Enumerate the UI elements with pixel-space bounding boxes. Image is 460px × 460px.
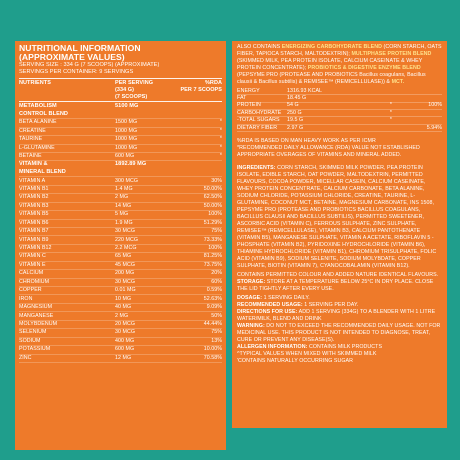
nutrition-name: CARBOHYDRATE bbox=[237, 109, 282, 116]
table-row bbox=[19, 111, 222, 119]
header-rda bbox=[171, 80, 222, 101]
nutrient-table bbox=[19, 103, 222, 363]
nutrient-name: VITAMIN B6 bbox=[19, 219, 49, 226]
table-row bbox=[19, 287, 222, 295]
header-rda-1: %RDA bbox=[204, 79, 222, 86]
nutrient-rda: 9.09% bbox=[206, 304, 222, 311]
divider bbox=[19, 78, 222, 79]
title-line-2: (APPROXIMATE VALUES) bbox=[19, 52, 125, 63]
nutrition-rda: * bbox=[389, 117, 392, 124]
table-row bbox=[19, 119, 222, 127]
warning-label: WARNING: bbox=[237, 322, 265, 329]
rda-note-3: APPROPRIATE OVERAGES OF VITAMINS AND MINERAL ADDED. bbox=[237, 152, 402, 159]
nutrient-rda: * bbox=[219, 136, 222, 143]
nutrient-amount: 600 MG bbox=[115, 153, 135, 160]
nutrition-name: ENERGY bbox=[237, 87, 260, 94]
warning bbox=[237, 323, 442, 344]
nutrient-amount: 200 MG bbox=[115, 270, 135, 277]
table-row bbox=[19, 145, 222, 153]
nutrient-rda: 60% bbox=[211, 278, 222, 285]
nutrient-name: CHROMIUM bbox=[19, 278, 50, 285]
nutrient-rda: 13% bbox=[211, 337, 222, 344]
table-row bbox=[19, 304, 222, 312]
dosage-label: DOSAGE: bbox=[237, 294, 263, 301]
nutrient-name: VITAMIN B12 bbox=[19, 245, 52, 252]
nutrient-name: MAGNESIUM bbox=[19, 304, 53, 311]
nutrient-amount: 220 MCG bbox=[115, 236, 139, 243]
nutrient-name: BETA ALANINE bbox=[19, 119, 57, 126]
nutrient-amount: 30 MCG bbox=[115, 329, 136, 336]
nutrition-percent: 5.94% bbox=[426, 124, 442, 131]
nutrient-amount: 1.9 MG bbox=[115, 219, 133, 226]
nutrient-amount: 400 MG bbox=[115, 337, 135, 344]
nutrient-amount: 14 MG bbox=[115, 202, 132, 209]
nutrient-name: BETAINE bbox=[19, 153, 42, 160]
colour-note: CONTAINS PERMITTED COLOUR AND ADDED NATURE IDENTICAL FLAVOURS. bbox=[237, 271, 439, 278]
storage-text: STORE AT A TEMPERATURE BELOW 25°C IN DRY PLACE. CLOSE THE LID TIGHTLY AFTER EVERY USE. bbox=[237, 278, 434, 292]
nutrient-amount: 1.4 MG bbox=[115, 185, 133, 192]
nutrition-amount: 19.5 G bbox=[287, 117, 304, 124]
nutrition-rda: * bbox=[389, 102, 392, 109]
nutrition-amount: 18.45 G bbox=[287, 95, 307, 101]
table-row bbox=[19, 338, 222, 346]
nutrient-name: VITAMIN B1 bbox=[19, 185, 49, 192]
table-row bbox=[19, 136, 222, 144]
nutrient-amount: 1500 MG bbox=[115, 119, 138, 126]
nutrient-name: VITAMIN A bbox=[19, 177, 46, 184]
nutrient-rda: 81.25% bbox=[203, 253, 222, 260]
blend-probiotic-title: PROBIOTICS & DIGESTIVE ENZYME BLEND bbox=[307, 64, 421, 71]
nutrient-amount: 600 MG bbox=[115, 346, 135, 353]
nutrition-amount: 54 G bbox=[287, 102, 299, 109]
nutrient-name: CREATINE bbox=[19, 127, 46, 134]
nutrient-rda: 100% bbox=[208, 245, 222, 252]
nutrient-amount: 2.2 MCG bbox=[115, 245, 137, 252]
nutrient-rda: 50.00% bbox=[203, 185, 222, 192]
nutrient-amount: 12 MG bbox=[115, 354, 132, 361]
table-row bbox=[19, 245, 222, 253]
blend-probiotic-text: (PEPSYME PRO (PROTEASE AND PROBIOTICS Bacillus coagulans, Bacillus clausii & Bacillus subtilis) & REMISEE™ (REMICELLULASE)) & bbox=[237, 71, 426, 85]
rda-note-2: *RECOMMENDED DAILY ALLOWANCE (RDA) VALUE NOT ESTABLISHED bbox=[237, 145, 420, 152]
table-header bbox=[19, 80, 222, 101]
storage bbox=[237, 279, 442, 293]
table-row bbox=[19, 203, 222, 211]
nutrient-rda: 10.00% bbox=[203, 346, 222, 353]
table-row bbox=[19, 161, 222, 168]
nutrient-name: VITAMIN B9 bbox=[19, 236, 49, 243]
nutrient-amount: 20 MCG bbox=[115, 320, 136, 327]
allergen bbox=[237, 344, 442, 351]
nutrient-rda: 50% bbox=[211, 312, 222, 319]
nutrient-rda: 0.59% bbox=[206, 287, 222, 294]
nutrient-amount: 65 MG bbox=[115, 253, 132, 260]
table-row bbox=[19, 329, 222, 337]
divider bbox=[19, 101, 222, 102]
blend-carb-title: ENERGIZING CARBOHYDRATE BLEND bbox=[281, 44, 382, 50]
nutrient-amount: 5 MG bbox=[115, 211, 129, 218]
table-row bbox=[19, 220, 222, 228]
dosage-text: 1 SERVING DAILY. bbox=[263, 294, 310, 301]
table-row bbox=[19, 128, 222, 136]
header-nutrients: NUTRIENTS bbox=[19, 79, 51, 86]
nutrient-rda: 75% bbox=[211, 329, 222, 336]
storage-label: STORAGE: bbox=[237, 278, 266, 285]
table-row bbox=[19, 153, 222, 161]
table-row bbox=[19, 295, 222, 303]
nutrient-name: VITAMIN B7 bbox=[19, 228, 49, 235]
nutrition-name: -TOTAL SUGARS bbox=[237, 117, 280, 124]
blend-paragraph bbox=[237, 44, 442, 86]
nutrient-name: CALCIUM bbox=[19, 270, 44, 277]
panel-title bbox=[19, 44, 222, 62]
recommended-usage bbox=[237, 302, 442, 309]
nutrient-rda: 44.44% bbox=[203, 320, 222, 327]
nutrient-rda: 100% bbox=[208, 211, 222, 218]
nutrient-amount: 1000 MG bbox=[115, 144, 138, 151]
nutrient-name: COPPER bbox=[19, 287, 42, 294]
table-row bbox=[19, 228, 222, 236]
nutrient-amount: 1892.89 MG bbox=[115, 161, 147, 168]
table-row bbox=[19, 355, 222, 363]
blend-carb-text: (CORN STARCH, OATS FIBER, TAPIOCA STARCH, MALTODEXTRIN); bbox=[237, 44, 442, 57]
nutrient-rda: 73.75% bbox=[203, 261, 222, 268]
table-row bbox=[19, 253, 222, 261]
nutrient-rda: 51.29% bbox=[203, 219, 222, 226]
table-row bbox=[19, 279, 222, 287]
rda-note: %RDA IS BASED ON MAN HEAVY WORK AS PER ICMR bbox=[237, 138, 376, 145]
nutrient-rda: * bbox=[219, 119, 222, 126]
table-row bbox=[19, 177, 222, 185]
nutrient-amount: 10 MG bbox=[115, 295, 132, 302]
serving-size: SERVING SIZE : 334 G (7 SCOOPS) (APPROXIMATE) bbox=[19, 62, 160, 69]
table-row bbox=[19, 270, 222, 278]
footnote-2: 'CONTAINS NATURALLY OCCURRING SUGAR bbox=[237, 357, 353, 364]
table-row bbox=[19, 186, 222, 194]
blend-protein-text: (SKIMMED MILK, PEA PROTEIN ISOLATE, CALCIUM CASEINATE & WHEY PROTEIN CONCENTRATE); bbox=[237, 57, 423, 71]
nutrition-panel bbox=[15, 41, 226, 450]
table-row bbox=[19, 346, 222, 354]
nutrient-rda: * bbox=[219, 144, 222, 151]
nutrient-name: L-GLUTAMINE bbox=[19, 144, 55, 151]
nutrient-rda: * bbox=[219, 127, 222, 134]
table-row bbox=[237, 125, 442, 132]
info-panel bbox=[232, 41, 447, 428]
table-row bbox=[19, 262, 222, 270]
nutrient-name: SODIUM bbox=[19, 337, 41, 344]
header-per-serving-1: PER SERVING bbox=[115, 79, 154, 86]
nutrient-amount: 1000 MG bbox=[115, 136, 138, 143]
ingredients bbox=[237, 165, 442, 270]
nutrient-name: VITAMIN C bbox=[19, 253, 46, 260]
nutrition-name: FAT bbox=[237, 95, 247, 101]
header-rda-2: PER 7 SCOOPS bbox=[180, 86, 222, 93]
recommended-label: RECOMMENDED USAGE: bbox=[237, 301, 303, 308]
ingredients-label: INGREDIENTS: bbox=[237, 165, 276, 172]
directions-label: DIRECTIONS FOR USE: bbox=[237, 308, 298, 315]
energy-table bbox=[237, 88, 442, 132]
nutrient-amount: 0.01 MG bbox=[115, 287, 136, 294]
nutrient-name: CONTROL BLEND bbox=[19, 110, 69, 117]
table-row bbox=[19, 312, 222, 320]
servings-per-container: SERVINGS PER CONTAINER: 9 SERVINGS bbox=[19, 69, 134, 76]
title-line-1: NUTRITIONAL INFORMATION bbox=[19, 43, 141, 53]
recommended-text: 1 SERVING PER DAY. bbox=[304, 301, 359, 308]
table-row bbox=[19, 194, 222, 202]
nutrient-rda: 70.58% bbox=[203, 354, 222, 361]
nutrition-amount: 250 G bbox=[287, 109, 302, 116]
nutrient-rda: 30% bbox=[211, 177, 222, 184]
nutrient-name: MANGANESE bbox=[19, 312, 54, 319]
nutrient-rda: 75% bbox=[211, 228, 222, 235]
directions-text: ADD 1 SERVING (334G) TO A BLENDER WITH 1 LITRE WATER/MILK, BLEND AND DRINK bbox=[237, 308, 436, 322]
nutrient-amount: 5100 MG bbox=[115, 103, 139, 110]
header-per-serving-3: (7 SCOOPS) bbox=[115, 93, 148, 100]
table-row bbox=[19, 103, 222, 110]
nutrient-amount: 45 MCG bbox=[115, 261, 136, 268]
footnote-1: ^TYPICAL VALUES WHEN MIXED WITH SKIMMED MILK bbox=[237, 350, 377, 357]
nutrient-amount: 1000 MG bbox=[115, 127, 138, 134]
nutrient-rda: 52.63% bbox=[203, 295, 222, 302]
nutrient-name: SELENIUM bbox=[19, 329, 47, 336]
nutrient-name: TAURINE bbox=[19, 136, 43, 143]
header-per-serving bbox=[115, 80, 171, 101]
nutrient-name: VITAMIN E bbox=[19, 261, 46, 268]
nutrient-rda: 50.00% bbox=[203, 202, 222, 209]
nutrient-name: POTASSIUM bbox=[19, 346, 51, 353]
table-row bbox=[19, 211, 222, 219]
nutrient-name: METABOLISM bbox=[19, 103, 57, 110]
blend-intro: ALSO CONTAINS bbox=[237, 44, 281, 50]
nutrient-name: MOLYBDENUM bbox=[19, 320, 58, 327]
nutrition-rda: * bbox=[389, 109, 392, 116]
warning-text: DO NOT TO EXCEED THE RECOMMENDED DAILY USAGE. NOT FOR MEDICINAL USE. THIS PRODUCT IS NOT INTENDED TO DIAGNOSE, TREAT, CURE OR PREVENT ANY DISEASE(S). bbox=[237, 322, 441, 343]
table-row bbox=[19, 321, 222, 329]
nutrition-amount: 2.97 G bbox=[287, 124, 304, 131]
blend-protein-title: MULTIPHASE PROTEIN BLEND bbox=[351, 50, 432, 57]
nutrient-rda: * bbox=[219, 153, 222, 160]
nutrient-name: VITAMIN & bbox=[19, 161, 48, 168]
nutrient-amount: 40 MG bbox=[115, 304, 132, 311]
header-per-serving-2: (334 G) bbox=[115, 86, 134, 93]
nutrient-name: MINERAL BLEND bbox=[19, 168, 66, 175]
dosage bbox=[237, 295, 442, 302]
table-row bbox=[19, 236, 222, 244]
directions bbox=[237, 309, 442, 323]
nutrition-name: PROTEIN bbox=[237, 102, 261, 109]
allergen-text: CONTAINS MILK PRODUCTS bbox=[308, 343, 383, 350]
allergen-label: ALLERGEN INFORMATION: bbox=[237, 343, 308, 350]
nutrient-amount: 2 MG bbox=[115, 312, 129, 319]
nutrient-amount: 30 MCG bbox=[115, 228, 136, 235]
nutrition-amount: 1316.93 KCAL bbox=[287, 87, 323, 94]
nutrient-name: VITAMIN B5 bbox=[19, 211, 49, 218]
nutrient-rda: 20% bbox=[211, 270, 222, 277]
blend-mct: MCT. bbox=[391, 78, 405, 85]
nutrient-amount: 300 MCG bbox=[115, 177, 139, 184]
nutrient-name: IRON bbox=[19, 295, 33, 302]
nutrient-rda: 73.33% bbox=[203, 236, 222, 243]
nutrient-amount: 30 MCG bbox=[115, 278, 136, 285]
nutrition-percent: 100% bbox=[428, 102, 442, 109]
nutrient-name: ZINC bbox=[19, 354, 32, 361]
nutrient-rda: 62.50% bbox=[203, 194, 222, 201]
nutrient-name: VITAMIN B3 bbox=[19, 202, 49, 209]
nutrition-name: DIETARY FIBER bbox=[237, 124, 278, 131]
nutrient-amount: 2 MG bbox=[115, 194, 129, 201]
table-row bbox=[19, 169, 222, 177]
nutrient-name: VITAMIN B2 bbox=[19, 194, 49, 201]
ingredients-text: CORN STARCH, SKIMMED MILK POWDER, PEA PROTEIN ISOLATE, EDIBLE STARCH, OAT POWDER, MALTODEXTRIN, PERMITTED FLAVOURS, COCOA POWDER, MICELLAR CASEIN, CALCIUM CASEINATE, WHEY PROTEIN CONCENTRATE, CALCIUM CARBONATE, BETA ALANINE, SODIUM CHLORIDE, POTASSIUM CHLORIDE, CREATINE, TAURINE, L-GLUTAMINE, COCONUT MCT, BETAINE, MAGNESIUM CARBONATE, INS 1508, PEPSYME PRO (PROTEASE AND PROBIOTICS BACILLUS COAGULANS, BACILLUS CLAUSII AND BACILLUS SUBTILIS), PERMITTED SWEETENER, ASCORBIC ACID (VITAMIN C), FERROUS SULPHATE, ZINC SULPHATE, REMISEE™ (REMICELLULASE), VITAMIN B3, CALCIUM PANTOTHENATE (VITAMIN B5), MANGANESE SULPHATE, VITAMIN A ACETATE, RIBOFLAVIN 5 - PHOSPHATE (VITAMIN B2), PYRIDOXINE HYDROCHLORIDE (VITAMIN B6), THIAMINE HYDROCHLORIDE (VITAMIN B1), CHROMIUM TRISULPHATE, FOLIC ACID (VITAMIN B9), SODIUM SELENITE, SODIUM MOLYBDATE, COPPER SULPHATE, BIOTIN (VITAMIN 7), CYANOCOBALAMIN (VITAMIN B12). bbox=[237, 165, 437, 269]
